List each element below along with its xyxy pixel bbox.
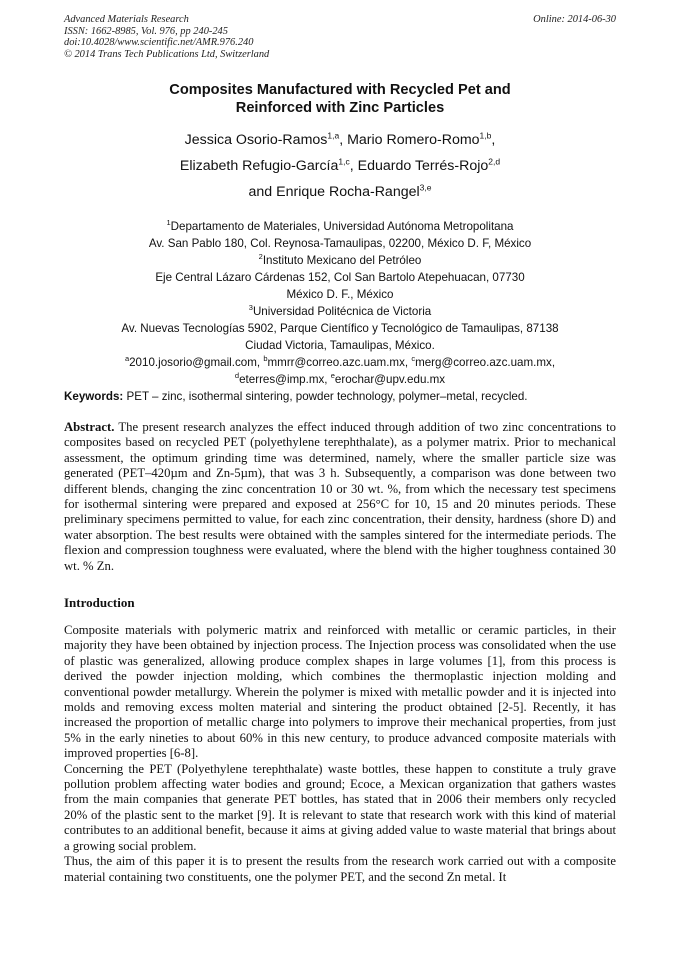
author-name: and Enrique Rocha-Rangel xyxy=(248,184,420,200)
email-sup: d xyxy=(234,371,240,381)
affiliation-text: Instituto Mexicano del Petróleo xyxy=(262,254,422,267)
author-name: Jessica Osorio-Ramos xyxy=(184,132,328,148)
affiliation-text: Universidad Politécnica de Victoria xyxy=(252,305,432,318)
author-list xyxy=(64,127,616,205)
authors-line-2: Elizabeth Refugio-García$^{1,c}$, Eduardo Terrés-Rojo$^{2,d}$ xyxy=(179,156,501,174)
abstract xyxy=(64,420,616,574)
affiliation-line: Av. San Pablo 180, Col. Reynosa-Tamaulipas, 02200, México D. F, México xyxy=(148,237,532,250)
affiliation-sup: 1 xyxy=(166,218,171,228)
email-sup: c xyxy=(411,354,416,364)
affiliation-sup: 2 xyxy=(258,252,263,262)
journal-name: Advanced Materials Research xyxy=(64,14,189,25)
copyright-line: © 2014 Trans Tech Publications Ltd, Switzerland xyxy=(64,48,270,60)
author-sup: 1,c xyxy=(338,156,350,167)
issn-line: ISSN: 1662-8985, Vol. 976, pp 240-245 xyxy=(64,25,228,37)
title-line-2: Reinforced with Zinc Particles xyxy=(235,99,445,116)
affiliations xyxy=(64,218,616,388)
email-sup: a xyxy=(124,354,130,364)
email-line xyxy=(64,354,616,371)
keywords xyxy=(64,390,616,404)
section-heading-introduction: Introduction xyxy=(64,595,135,610)
author-name: Mario Romero-Romo xyxy=(347,132,480,148)
intro-paragraph-1: Composite materials with polymeric matrix and reinforced with metallic or ceramic particles, in their majority they have been obtained by injection process. The Injection process was consolidated when the use of plastic was generalized, allowing produce complex shapes in large volumes [1], from this process is derived the powder injection molding, which combines the thermoplastic injection molding and conventional powder metallurgy. Wherein the polymer is mixed with metallic powder and it is injected into molds and removing excess molten material and sintering the product obtained [2-5]. Recently, it has increased the proportion of metallic charge into polymers to improve their mechanical properties, from just 5% in the early nineties to about 60% in this new century, to produce advanced composite materials with improved properties [6-8]. xyxy=(64,623,616,761)
email-link[interactable]: 2010.josorio@gmail.com, xyxy=(129,356,264,369)
affiliation-line xyxy=(64,218,616,235)
author-sup: 1,b xyxy=(479,130,492,141)
author-name: Elizabeth Refugio-García xyxy=(179,158,339,174)
email-sup: b xyxy=(263,354,268,364)
email-link[interactable]: erochar@upv.edu.mx xyxy=(334,373,446,386)
affiliation-line: Eje Central Lázaro Cárdenas 152, Col San Bartolo Atepehuacan, 07730 xyxy=(155,271,525,284)
affiliation-sup: 3 xyxy=(248,303,253,313)
affiliation-text: Departamento de Materiales, Universidad Autónoma Metropolitana xyxy=(170,220,514,233)
online-date: Online: 2014-06-30 xyxy=(533,14,616,25)
intro-paragraph-2: Concerning the PET (Polyethylene terephthalate) waste bottles, these happen to constitute a truly grave pollution problem affecting water bodies and ground; Ecoce, a Mexican organization that gathers wastes from the main companies that generate PET bottles, has stated that in 2006 their members only recycled 20% of the plastic sent to the market [9]. It is relevant to state that research work with this kind of material contributes to an additional benefit, because it aims at giving added value to waste material that brings about a growing social problem. xyxy=(64,761,616,853)
authors-line-3 xyxy=(64,179,616,205)
authors-line-1: Jessica Osorio-Ramos$^{1,a}$, Mario Romero-Romo$^{1,b}$, xyxy=(184,130,496,148)
keywords-text: PET – zinc, isothermal sintering, powder technology, polymer–metal, recycled. xyxy=(123,390,528,403)
affiliation-line: México D. F., México xyxy=(286,288,394,301)
paper-title xyxy=(64,82,616,117)
affiliation-line xyxy=(64,252,616,269)
affiliation-line xyxy=(64,303,616,320)
author-sup: 1,a xyxy=(327,130,340,141)
doi-line[interactable]: doi:10.4028/www.scientific.net/AMR.976.240 xyxy=(64,37,254,49)
email-link[interactable]: merg@correo.azc.uam.mx, xyxy=(415,356,556,369)
author-sup: 2,d xyxy=(488,156,501,167)
keywords-label: Keywords: xyxy=(64,390,124,403)
email-line xyxy=(64,371,616,388)
email-link[interactable]: mmrr@correo.azc.uam.mx, xyxy=(267,356,412,369)
affiliation-line: Ciudad Victoria, Tamaulipas, México. xyxy=(245,339,435,352)
journal-header xyxy=(64,14,616,60)
abstract-text: The present research analyzes the effect induced through addition of two zinc concentrations to composites based on recycled PET (polyethylene terephthalate), as a polymer matrix. Prior to mechanical assessment, the optimum grinding time was determined, namely, where the smaller particle size was generated (PET–420µm and Zn-5µm), that was 3 h. Subsequently, a comparison was done between two different blends, changing the zinc concentration 10 or 30 wt. %, from which the necessary test specimens for isothermal sintering were prepared and exposed at 256°C for 10, 15 and 20 minutes periods. These preliminary specimens permitted to value, for each zinc concentration, their density, hardness (shore D) and water absorption. The best results were obtained with the samples sintered for the intermediate periods. The flexion and compression toughness were evaluated, where the blend with the higher toughness contained 30 wt. % Zn. xyxy=(64,420,616,573)
title-line-1: Composites Manufactured with Recycled Pet and xyxy=(169,82,511,98)
affiliation-line: Av. Nuevas Tecnologías 5902, Parque Científico y Tecnológico de Tamaulipas, 87138 xyxy=(121,322,559,335)
introduction-section xyxy=(64,623,616,885)
email-link[interactable]: eterres@imp.mx, xyxy=(239,373,331,386)
email-sup: e xyxy=(330,371,335,381)
author-name: Eduardo Terrés-Rojo xyxy=(357,158,489,174)
abstract-paragraph xyxy=(64,420,616,574)
intro-paragraph-3: Thus, the aim of this paper it is to present the results from the research work carried out with a composite material containing two constituents, one the polymer PET, and the second Zn metal. It xyxy=(64,854,616,884)
author-sup: 3,e xyxy=(419,182,432,193)
abstract-label: Abstract. xyxy=(64,420,115,434)
